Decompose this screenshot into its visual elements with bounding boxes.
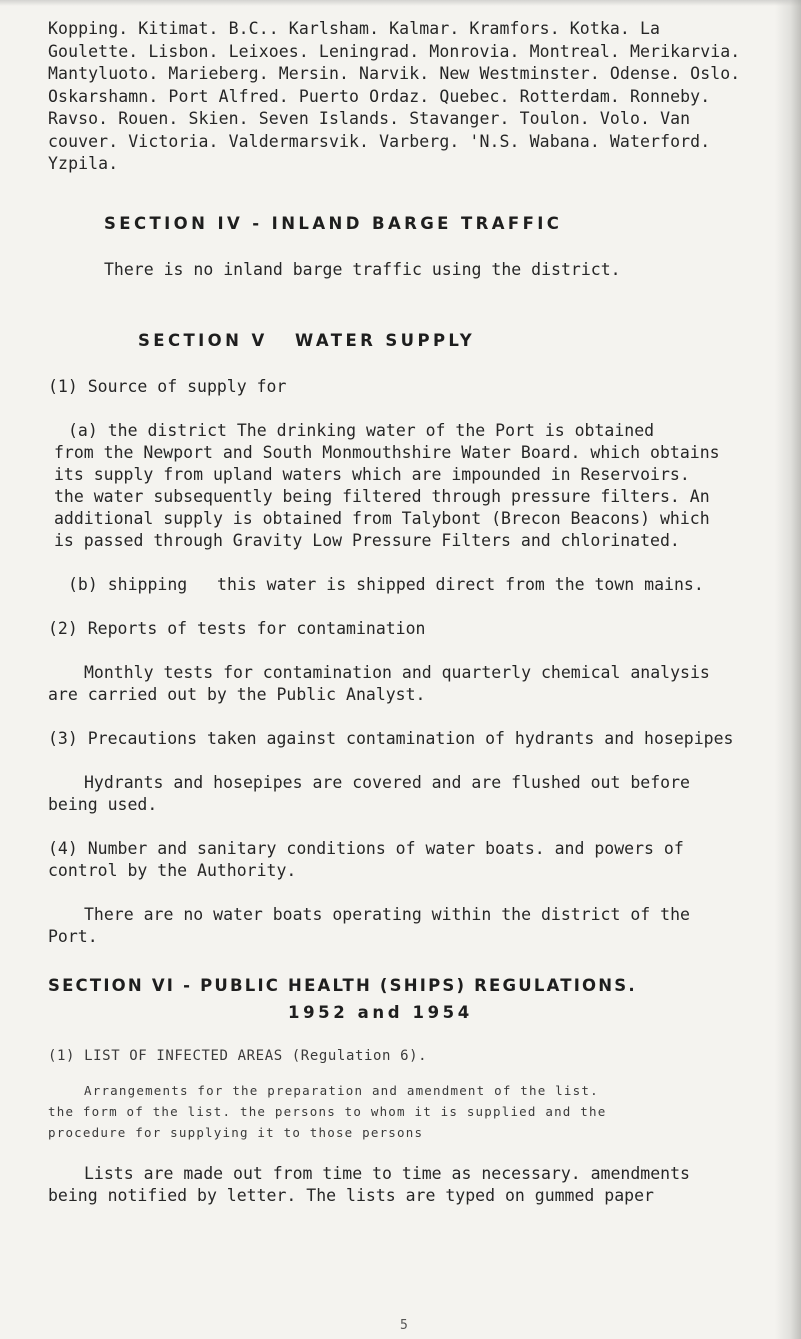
paragraph-line: additional supply is obtained from Talybont (Brecon Beacons) which [54, 508, 710, 528]
paragraph-line: (4) Number and sanitary conditions of water boats. and powers of [48, 838, 684, 858]
paragraph-line: is passed through Gravity Low Pressure Filters and chlorinated. [54, 530, 680, 550]
paragraph-line: being notified by letter. The lists are typed on gummed paper [48, 1185, 654, 1205]
paragraph-line: Hydrants and hosepipes are covered and are flushed out before [84, 772, 690, 792]
ports-line: Kopping. Kitimat. B.C.. Karlsham. Kalmar. Kramfors. Kotka. La [48, 19, 661, 38]
paragraph-line: Monthly tests for contamination and quarterly chemical analysis [84, 662, 710, 682]
paragraph-line: (a) the district The drinking water of the Port is obtained [68, 420, 655, 440]
water-boats-heading [48, 838, 765, 882]
paragraph-line: being used. [48, 794, 158, 814]
paragraph-line: Arrangements for the preparation and amendment of the list. [84, 1082, 599, 1098]
infected-areas-heading: (1) LIST OF INFECTED AREAS (Regulation 6). [48, 1047, 428, 1064]
ports-line: Mantyluoto. Marieberg. Mersin. Narvik. New Westminster. Odense. Oslo. [48, 64, 741, 83]
paragraph-line: the form of the list. the persons to whom it is supplied and the [48, 1103, 607, 1119]
paragraph-line: There are no water boats operating within the district of the [84, 904, 690, 924]
paragraph-line: the water subsequently being filtered through pressure filters. An [54, 486, 710, 506]
section-4-text: There is no inland barge traffic using the district. [104, 259, 621, 279]
paragraph-line: Port. [48, 926, 98, 946]
ports-list [48, 18, 765, 176]
contamination-tests-text [48, 662, 765, 706]
paragraph-line: from the Newport and South Monmouthshire Water Board. which obtains [54, 442, 720, 462]
ports-line: Oskarshamn. Port Alfred. Puerto Ordaz. Quebec. Rotterdam. Ronneby. [48, 86, 711, 106]
paragraph-line: Lists are made out from time to time as necessary. amendments [84, 1163, 690, 1183]
ports-line: Yzpila. [48, 154, 119, 173]
contamination-tests-heading: (2) Reports of tests for contamination [48, 618, 426, 638]
list-arrangements [48, 1080, 765, 1143]
lists-text [48, 1163, 765, 1207]
section-6-years: 1952 and 1954 [288, 1002, 473, 1022]
page-number: 5 [400, 1318, 408, 1333]
hydrant-precautions-text [48, 772, 765, 816]
ports-line: couver. Victoria. Valdermarsvik. Varberg. 'N.S. Wabana. Waterford. [48, 131, 711, 151]
water-source-heading: (1) Source of supply for [48, 376, 287, 396]
section-5-heading: SECTION V WATER SUPPLY [138, 330, 476, 350]
water-boats-text [48, 904, 765, 948]
paragraph-line: control by the Authority. [48, 860, 297, 880]
hydrant-precautions-heading: (3) Precautions taken against contamination of hydrants and hosepipes [48, 728, 734, 748]
paragraph-line: procedure for supplying it to those persons [48, 1124, 424, 1140]
water-source-shipping: (b) shipping this water is shipped direct from the town mains. [68, 574, 704, 594]
paragraph-line: are carried out by the Public Analyst. [48, 684, 426, 704]
ports-line: Ravso. Rouen. Skien. Seven Islands. Stavanger. Toulon. Volo. Van [48, 109, 691, 128]
section-4-heading: SECTION IV - INLAND BARGE TRAFFIC [104, 213, 563, 233]
section-6-heading: SECTION VI - PUBLIC HEALTH (SHIPS) REGULATIONS. [48, 975, 637, 995]
water-source-district [48, 420, 765, 552]
paragraph-line: its supply from upland waters which are impounded in Reservoirs. [54, 464, 690, 484]
ports-line: Goulette. Lisbon. Leixoes. Leningrad. Monrovia. Montreal. Merikarvia. [48, 41, 741, 61]
